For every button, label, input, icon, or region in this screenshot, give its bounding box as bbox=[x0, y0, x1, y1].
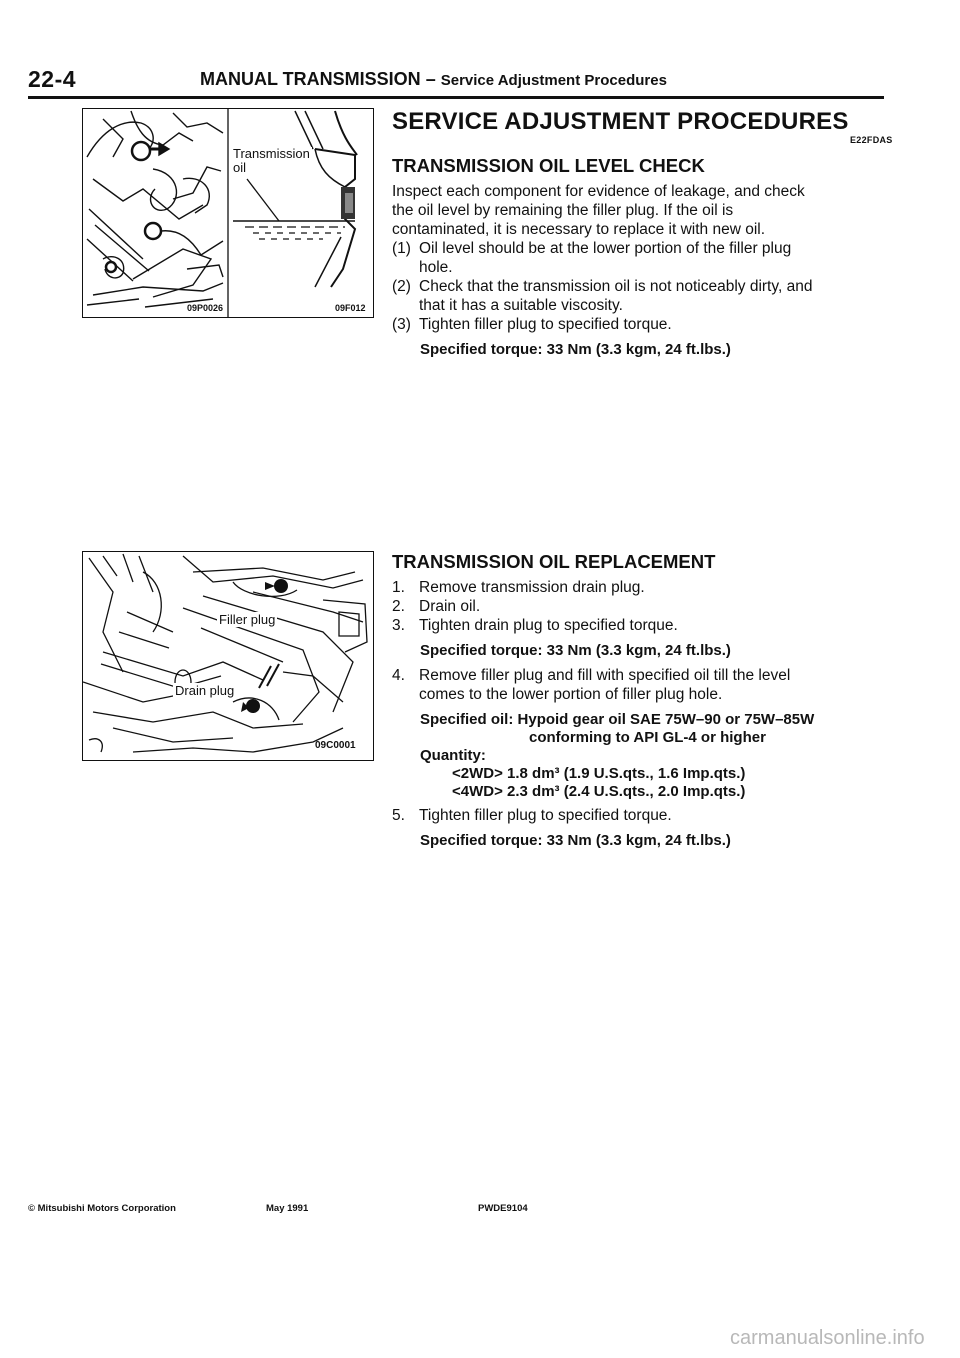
replacement-spec-torque-1: Specified torque: 33 Nm (3.3 kgm, 24 ft.lbs.) bbox=[420, 642, 731, 659]
header-section-title: MANUAL TRANSMISSION bbox=[200, 69, 421, 89]
replacement-step-5: 5. Tighten filler plug to specified torque. bbox=[392, 807, 672, 824]
heading-oil-replacement: TRANSMISSION OIL REPLACEMENT bbox=[392, 551, 716, 572]
oil-level-schematic bbox=[233, 111, 357, 287]
replacement-step-4: 4. Remove filler plug and fill with specified oil till the level comes to the lower portion of filler plug hole. bbox=[392, 667, 791, 703]
replacement-quantity-2wd: <2WD> 1.8 dm³ (1.9 U.S.qts., 1.6 Imp.qts.) bbox=[452, 765, 746, 782]
figure-label-transmission-oil: Transmission oil bbox=[233, 146, 310, 175]
footer-date: May 1991 bbox=[266, 1203, 309, 1214]
section-title: SERVICE ADJUSTMENT PROCEDURES bbox=[392, 108, 849, 135]
replacement-quantity-4wd: <4WD> 2.3 dm³ (2.4 U.S.qts., 2.0 Imp.qts.) bbox=[452, 783, 746, 800]
level-check-spec-torque: Specified torque: 33 Nm (3.3 kgm, 24 ft.lbs.) bbox=[420, 341, 731, 358]
level-check-item-3: (3) Tighten filler plug to specified torque. bbox=[392, 316, 672, 333]
replacement-step-2: 2. Drain oil. bbox=[392, 598, 481, 615]
figure-oil-plugs bbox=[82, 551, 374, 761]
replacement-step-3: 3. Tighten drain plug to specified torque. bbox=[392, 617, 678, 634]
figure-label-filler-plug: Filler plug bbox=[219, 612, 276, 627]
replacement-oil-spec: Specified oil: Hypoid gear oil SAE 75W–90 or 75W–85W bbox=[420, 711, 815, 728]
replacement-spec-torque-2: Specified torque: 33 Nm (3.3 kgm, 24 ft.lbs.) bbox=[420, 832, 731, 849]
header-title bbox=[200, 69, 667, 90]
level-check-intro: Inspect each component for evidence of leakage, and check the oil level by remaining the filler plug. If the oil is contaminated, it is necessary to replace it with new oil. bbox=[392, 183, 805, 238]
replacement-oil-spec-2: conforming to API GL-4 or higher bbox=[529, 729, 766, 746]
level-check-item-1: (1) Oil level should be at the lower portion of the filler plug hole. bbox=[392, 240, 792, 276]
watermark: carmanualsonline.info bbox=[730, 1327, 925, 1349]
heading-oil-level-check: TRANSMISSION OIL LEVEL CHECK bbox=[392, 155, 705, 176]
footer-doc-code: PWDE9104 bbox=[478, 1203, 528, 1214]
underbody-sketch bbox=[83, 554, 367, 752]
header-subsection: Service Adjustment Procedures bbox=[440, 72, 667, 89]
replacement-step-1: 1. Remove transmission drain plug. bbox=[392, 579, 645, 596]
level-check-item-2: (2) Check that the transmission oil is not noticeably dirty, and that it has a suitable viscosity. bbox=[392, 278, 813, 314]
header-rule bbox=[28, 96, 884, 99]
figure-oil-plugs-drawing bbox=[83, 552, 373, 760]
figure-oil-level bbox=[82, 108, 374, 318]
transmission-sketch bbox=[87, 111, 223, 307]
figure-label-drain-plug: Drain plug bbox=[175, 683, 235, 698]
section-code: E22FDAS bbox=[850, 135, 893, 145]
page-number: 22-4 bbox=[28, 66, 77, 92]
figure-oil-level-drawing bbox=[83, 109, 373, 317]
replacement-quantity-label: Quantity: bbox=[420, 747, 486, 764]
header-dash: – bbox=[425, 69, 436, 89]
figure-code: 09C0001 bbox=[315, 740, 356, 751]
figure-code-right: 09F012 bbox=[335, 303, 366, 313]
figure-code-left: 09P0026 bbox=[187, 303, 224, 313]
footer-copyright: © Mitsubishi Motors Corporation bbox=[28, 1203, 176, 1214]
